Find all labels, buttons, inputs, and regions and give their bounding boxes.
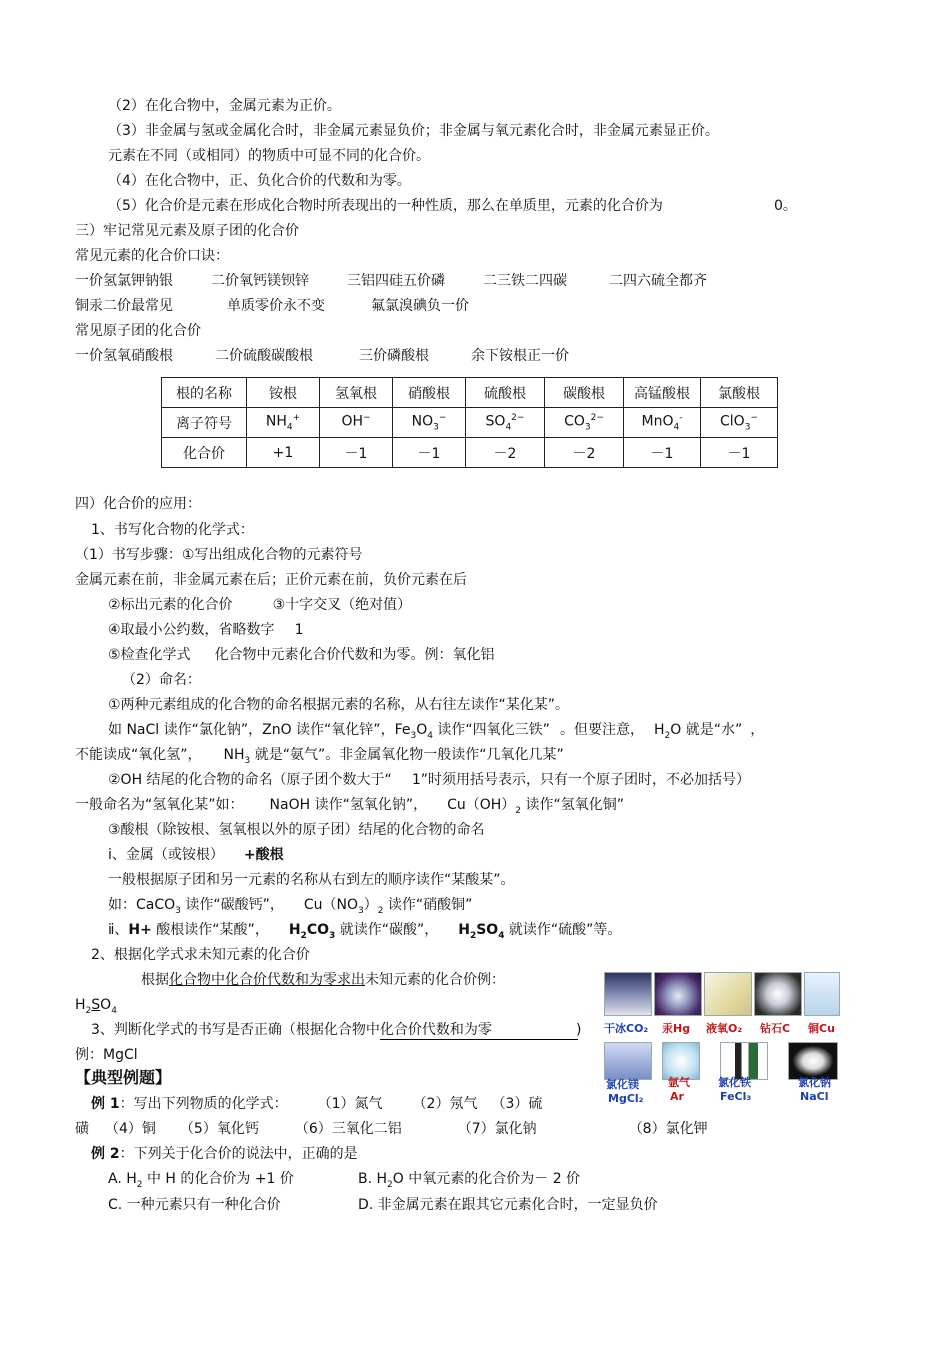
caption-nacl-name: 氯化钠: [798, 1076, 831, 1089]
caption-argon-formula: Ar: [670, 1090, 684, 1103]
rule-3-note: 元素在不同（或相同）的物质中可显不同的化合价。: [108, 148, 430, 164]
valence-cell: －1: [320, 438, 393, 468]
copper-image: [804, 972, 840, 1016]
naming-rule-3-i: ⅰ、金属（或铵根） +酸根: [108, 847, 284, 863]
valence-cell: +1: [247, 438, 320, 468]
valence-cell: －2: [466, 438, 545, 468]
option-d: D. 非金属元素在跟其它元素化合时，一定显负价: [358, 1197, 658, 1213]
naming-rule-3-ii: ⅱ、H+ 酸根读作“某酸”， $H_2CO_3$ 就读作“碳酸”， $H_2SO_4$ 就读作“硫酸”等。: [108, 922, 622, 941]
ion-symbol: MnO$_4$-: [624, 408, 701, 438]
table-cell: 硝酸根: [393, 378, 466, 408]
table-row: [162, 408, 778, 438]
ion-symbol: ClO$_3$−: [701, 408, 778, 438]
table-cell: 铵根: [247, 378, 320, 408]
caption-argon-name: 氩气: [668, 1076, 690, 1089]
group-heading: 常见原子团的化合价: [75, 323, 201, 339]
rhyme-item: 一价氢氯钾钠银: [75, 273, 173, 289]
naming-example-2: 一般命名为“氢氧化某”如： NaOH 读作“氢氧化钠”， $Cu(OH)_2$ 读作“氢氧化铜”: [75, 797, 624, 816]
table-row: [162, 378, 778, 408]
naming-example-3: 如：CaCO$_3$ 读作“碳酸钙”， $Cu(NO_3)_2$ 读作“硝酸铜”: [108, 897, 473, 916]
rule-5-value: 0。: [774, 198, 797, 214]
naming-example-1-cont: 不能读成“氧化氢”， $NH_3$ 就是“氨气”。非金属氧化物一般读作“几氧化几某”: [75, 747, 564, 766]
magnesium-chloride-image: [604, 1042, 652, 1080]
rhyme-item: 二价氧钙镁钡锌: [211, 273, 309, 289]
table-cell: 碳酸根: [545, 378, 624, 408]
table-row: [162, 438, 778, 468]
rhyme-item: 二三铁二四碳: [483, 273, 567, 289]
table-cell: 氯酸根: [701, 378, 778, 408]
subsection-3-example: 例：MgCl: [75, 1047, 138, 1063]
naming-rule-3-i-note: 一般根据原子团和另一元素的名称从右到左的顺序读作“某酸某”。: [108, 872, 515, 888]
subsection-3-underline: [380, 1039, 578, 1040]
ion-symbol: OH−: [320, 408, 393, 438]
naming-rule-3: ③酸根（除铵根、氢氧根以外的原子团）结尾的化合物的命名: [108, 822, 485, 838]
step-4: ④取最小公约数，省略数字 1: [108, 622, 304, 638]
option-c: C. 一种元素只有一种化合价: [108, 1197, 281, 1213]
section-4-title: 四）化合价的应用：: [75, 496, 201, 512]
step-1: （1）书写步骤：①写出组成化合物的元素符号: [75, 547, 363, 563]
diamond-image: [754, 972, 802, 1016]
rhyme-heading: 常见元素的化合价口诀：: [75, 248, 229, 264]
rhyme-item: 单质零价永不变: [227, 298, 325, 314]
subsection-1: 1、书写化合物的化学式：: [91, 522, 254, 538]
option-a: A. $H_2$ 中 H 的化合价为 +1 价: [108, 1171, 294, 1190]
rule-5: （5）化合价是元素在形成化合物时所表现出的一种性质，那么在单质里，元素的化合价为: [108, 198, 663, 214]
example-2: 例 2：下列关于化合价的说法中，正确的是: [91, 1146, 358, 1162]
caption-nacl-formula: NaCl: [800, 1090, 829, 1103]
table-cell: 高锰酸根: [624, 378, 701, 408]
example-1-cont: 磺 （4）铜 （5）氧化钙 （6）三氧化二铝 （7）氯化钠 （8）氯化钾: [75, 1121, 708, 1137]
valence-cell: －1: [701, 438, 778, 468]
mercury-image: [654, 972, 702, 1016]
rhyme-item: 二四六硫全都齐: [609, 273, 707, 289]
caption-fecl3-formula: FeCl₃: [720, 1090, 752, 1103]
table-cell: 氢氧根: [320, 378, 393, 408]
caption-mgcl2-name: 氯化镁: [606, 1078, 639, 1091]
caption-fecl3-name: 氯化铁: [718, 1076, 751, 1089]
caption-mgcl2-formula: MgCl₂: [608, 1092, 644, 1105]
rhyme-item: 一价氢氧硝酸根: [75, 348, 173, 364]
ion-symbol: $NH_4^+$: [247, 408, 320, 438]
naming-example-1: 如 NaCl 读作“氯化钠”，ZnO 读作“氧化锌”，$Fe_3O_4$ 读作“四氧化三铁” 。但要注意， $H_2O$ 就是“水” ，: [108, 722, 765, 741]
rhyme-item: 三价磷酸根: [359, 348, 429, 364]
valence-cell: －1: [393, 438, 466, 468]
ion-valence-table: [161, 377, 778, 468]
caption-diamond: 钻石C: [760, 1022, 791, 1035]
rhyme-item: 二价硫酸碳酸根: [215, 348, 313, 364]
row-header: 化合价: [162, 438, 247, 468]
subsection-2: 2、根据化学式求未知元素的化合价: [91, 947, 310, 963]
rhyme-line-1: [75, 271, 707, 291]
rule-2: （2）在化合物中，金属元素为正价。: [108, 98, 341, 114]
step-2-3: ②标出元素的化合价 ③十字交叉（绝对值）: [108, 597, 412, 613]
caption-dry-ice: 干冰CO₂: [604, 1022, 649, 1035]
naming-rule-1: ①两种元素组成的化合物的命名根据元素的名称，从右往左读作“某化某”。: [108, 697, 570, 713]
option-b: B. $H_2O$ 中氧元素的化合价为－ 2 价: [358, 1171, 581, 1190]
caption-copper: 铜Cu: [808, 1022, 835, 1035]
subsection-2-rule: 根据化合物中化合价代数和为零求出未知元素的化合价例：: [141, 972, 505, 988]
step-1-note: 金属元素在前，非金属元素在后；正价元素在前，负价元素在后: [75, 572, 467, 588]
caption-liquid-oxygen: 液氧O₂: [706, 1022, 743, 1035]
rhyme-item: 氟氯溴碘负一价: [371, 298, 469, 314]
substance-pictures: [604, 972, 840, 1112]
row-header: 根的名称: [162, 378, 247, 408]
rule-4: （4）在化合物中，正、负化合价的代数和为零。: [108, 173, 411, 189]
liquid-oxygen-image: [704, 972, 752, 1016]
caption-mercury: 汞Hg: [662, 1022, 691, 1035]
row-header: 离子符号: [162, 408, 247, 438]
table-cell: 硫酸根: [466, 378, 545, 408]
subsection-3-paren: ): [576, 1022, 582, 1038]
ion-symbol: $SO_4^{2-}$: [466, 408, 545, 438]
naming-rule-2: ②OH 结尾的化合物的命名（原子团个数大于“ 1”时须用括号表示，只有一个原子团时，不必加括号）: [108, 772, 750, 788]
section-3-title: 三）牢记常见元素及原子团的化合价: [75, 223, 299, 239]
subsection-2-example: $H_2SO_4$: [75, 997, 117, 1016]
rhyme-item: 铜汞二价最常见: [75, 298, 173, 314]
rhyme-item: 三铝四硅五价磷: [347, 273, 445, 289]
step-5: ⑤检查化学式 化合物中元素化合价代数和为零。例：氧化铝: [108, 647, 495, 663]
dry-ice-image: [604, 972, 652, 1016]
example-1: 例 1：写出下列物质的化学式： （1）氮气 （2）氖气 （3）硫: [91, 1096, 543, 1112]
valence-cell: －1: [624, 438, 701, 468]
naming-heading: （2）命名：: [122, 672, 201, 688]
examples-title: 【典型例题】: [75, 1068, 172, 1087]
rhyme-line-3: [75, 346, 569, 366]
rule-3: （3）非金属与氢或金属化合时，非金属元素显负价；非金属与氧元素化合时，非金属元素显正价。: [108, 123, 719, 139]
ion-symbol: $CO_3^{2-}$: [545, 408, 624, 438]
rhyme-line-2: [75, 296, 469, 316]
rhyme-item: 余下铵根正一价: [471, 348, 569, 364]
valence-cell: －2: [545, 438, 624, 468]
ion-symbol: $NO_3^-$: [393, 408, 466, 438]
subsection-3: 3、判断化学式的书写是否正确（根据化合物中化合价代数和为零: [91, 1022, 492, 1038]
